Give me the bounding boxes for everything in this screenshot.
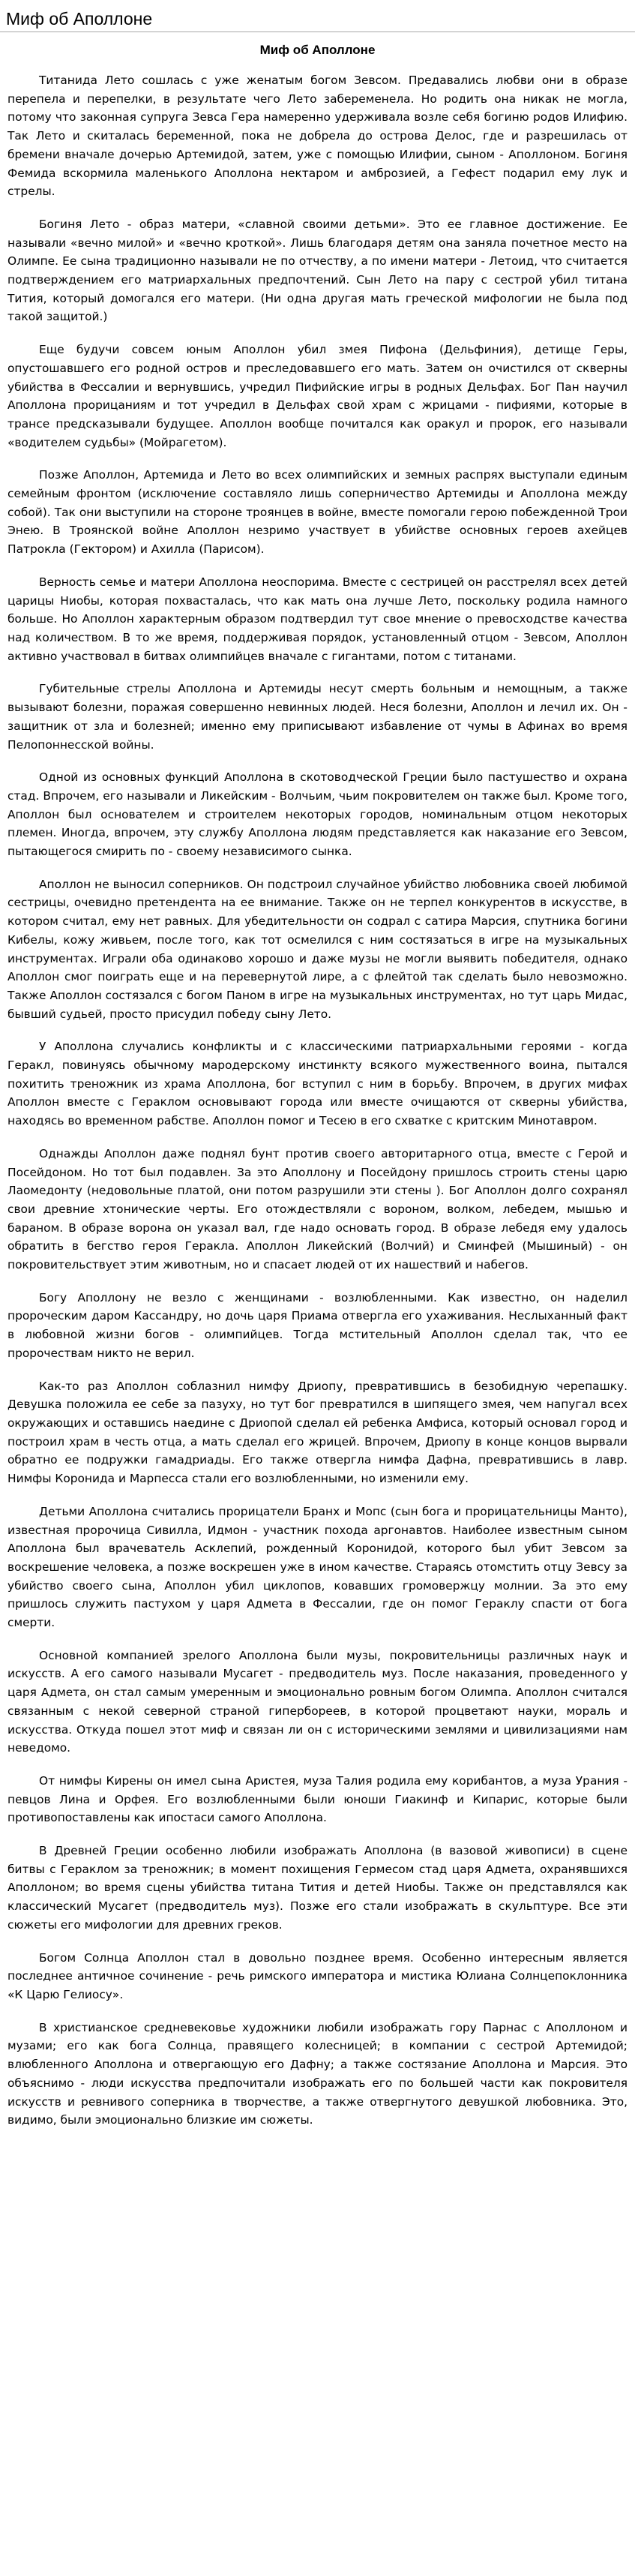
paragraph: В христианское средневековье художники любили изображать гору Парнас с Аполлоном и музами; его как бога Солнца, правящего колесницей; в компании с сестрой Артемидой; влюбленного Аполлона и отвергающую его Дафну; а также состязание Аполлона и Марсия. Это объяснимо - люди искусства предпочитали изображать его по большей части как покровителя искусств и ревнивого соперника в творчестве, а также отвергнутого девушкой любовника. Это, видимо, были эмоционально близкие им сюжеты. (7, 2020, 628, 2127)
paragraph: Еще будучи совсем юным Аполлон убил змея Пифона (Дельфиния), детище Геры, опустошавшего его родной остров и преследовавшего его мать. Затем он очистился от скверны убийства в Фессалии и вернувшись, учредил Пифийские игры в родных Дельфах. Бог Пан научил Аполлона прорицаниям и тот учредил в Дельфах свой храм с жрицами - пифиями, которые в трансе предсказывали будущее. Аполлон вообще почитался как оракул и пророк, его называли «водителем судьбы» (Мойрагетом). (7, 343, 628, 449)
article-heading: Миф об Аполлоне (259, 43, 376, 57)
paragraph: Верность семье и матери Аполлона неоспорима. Вместе с сестрицей он расстрелял всех детей царицы Ниобы, которая похвасталась, что как мать она лучше Лето, поскольку родила намного больше. Но Аполлон характерным образом подтвердил тут свое мнение о превосходстве качества над количеством. В то же время, поддерживая порядок, установленный отцом - Зевсом, Аполлон активно участвовал в битвах олимпийцев вначале с гигантами, потом с титанами. (7, 575, 628, 663)
paragraph: Титанида Лето сошлась с уже женатым богом Зевсом. Предавались любви они в образе перепела и перепелки, в результате чего Лето забеременела. Но родить она никак не могла, потому что законная супруга Зевса Гера намеренно удерживала возле себя богиню родов Илифию. Так Лето и скиталась беременной, пока не добрела до острова Делос, где и разрешилась от бремени вначале дочерью Артемидой, затем, уже с помощью Илифии, сыном - Аполлоном. Богиня Фемида вскормила маленького Аполлона нектаром и амброзией, а Гефест подарил ему лук и стрелы. (7, 74, 628, 199)
paragraph: Основной компанией зрелого Аполлона были музы, покровительницы различных наук и искусств. А его самого называли Мусагет - предводитель муз. После наказания, проведенного у царя Адмета, он стал самым умеренным и эмоционально ровным богом Олимпа. Аполлон считался связанным с некой северной страной гипербореев, в которой процветают науки, мораль и искусства. Откуда пошел этот миф и связан ли он с историческими землями и цивилизациями нам неведомо. (7, 1648, 628, 1755)
page-title: Миф об Аполлоне (0, 0, 635, 32)
paragraph: У Аполлона случались конфликты и с классическими патриархальными героями - когда Геракл, повинуясь обычному мародерскому инстинкту всякого мужественного воина, пытался похитить треножник из храма Аполлона, бог вступил с ним в борьбу. Впрочем, в других мифах Аполлон вместе с Гераклом основывают города или вместе очищаются от скверны убийства, находясь во временном рабстве. Аполлон помог и Тесею в его схватке с критским Минотавром. (7, 1040, 628, 1128)
paragraph: Аполлон не выносил соперников. Он подстроил случайное убийство любовника своей любимой сестрицы, очевидно претендента на ее внимание. Также он не терпел конкурентов в искусстве, в котором считал, ему нет равных. Для убедительности он содрал с сатира Марсия, спутника богини Кибелы, кожу живьем, после того, как тот осмелился с ним состязаться в игре на музыкальных инструментах. Играли оба одинаково хорошо и даже музы не могли выявить победителя, однако Аполлон смог поиграть еще и на перевернутой лире, а с флейтой так сделать было невозможно. Также Аполлон состязался с богом Паном в игре на музыкальных инструментах, но тут царь Мидас, бывший судьей, просто присудил победу сыну Лето. (7, 877, 628, 1021)
paragraph: Богиня Лето - образ матери, «славной своими детьми». Это ее главное достижение. Ее называли «вечно милой» и «вечно кроткой». Лишь благодаря детям она заняла почетное место на Олимпе. Ее сына традиционно называли не по отчеству, а по имени матери - Летоид, что считается подтверждением его матриархальных предпочтений. Сын Лето на пару с сестрой убил титана Тития, который домогался его матери. (Ни одна другая мать греческой мифологии не была под такой защитой.) (7, 217, 628, 324)
paragraph: Богу Аполлону не везло с женщинами - возлюбленными. Как известно, он наделил пророческим даром Кассандру, но дочь царя Приама отвергла его ухаживания. Неслыханный факт в любовной жизни богов - олимпийцев. Тогда мстительный Аполлон сделал так, что ее пророчествам никто не верил. (7, 1290, 628, 1360)
paragraph: Губительные стрелы Аполлона и Артемиды несут смерть больным и немощным, а также вызывают болезни, поражая совершенно невинных людей. Неся болезни, Аполлон и лечил их. Он - защитник от зла и болезней; именно ему приписывают избавление от чумы в Афинах во время Пелопоннесской войны. (7, 682, 628, 752)
paragraph: Как-то раз Аполлон соблазнил нимфу Дриопу, превратившись в безобидную черепашку. Девушка положила ее себе за пазуху, но тут бог превратился в шипящего змея, чем напугал всех окружающих и оставшись наедине с Дриопой сделал ей ребенка Амфиса, который основал город и построил храм в честь отца, а мать сделал его жрицей. Впрочем, Дриопу в конце концов вырвали обратно ее подружки гамадриады. Его также отвергла нимфа Дафна, превратившись в лавр. Нимфы Коронида и Марпесса стали его возлюбленными, но изменили ему. (7, 1379, 628, 1486)
paragraph: Одной из основных функций Аполлона в скотоводческой Греции было пастушество и охрана стад. Впрочем, его называли и Ликейским - Волчьим, чьим покровителем он также был. Кроме того, Аполлон был основателем и строителем некоторых городов, номинальным отцом некоторых племен. Иногда, впрочем, эту службу Аполлона людям представляется как наказание его Зевсом, пытающегося смирить по - своему независимого сынка. (7, 770, 628, 859)
paragraph: От нимфы Кирены он имел сына Аристея, муза Талия родила ему корибантов, а муза Урания - певцов Лина и Орфея. Его возлюбленными были юноши Гиакинф и Кипарис, которые были противопоставлены как ипостаси самого Аполлона. (7, 1773, 628, 1825)
article-body (0, 71, 635, 2130)
paragraph: В Древней Греции особенно любили изображать Аполлона (в вазовой живописи) в сцене битвы с Гераклом за треножник; в момент похищения Гермесом стад царя Адмета, охранявшихся Аполлоном; во время сцены убийства титана Тития и детей Ниобы. Также он представлялся как классический Мусагет (предводитель муз). Позже его стали изображать в скульптуре. Все эти сюжеты его мифологии для древних греков. (7, 1844, 628, 1932)
paragraph: Однажды Аполлон даже поднял бунт против своего авторитарного отца, вместе с Герой и Посейдоном. Но тот был подавлен. За это Аполлону и Посейдону пришлось строить стены царю Лаомедонту (недовольные платой, они потом разрушили эти стены ). Бог Аполлон долго сохранял свои древние хтонические черты. Его отождествляли с вороном, волком, лебедем, мышью и бараном. В образе ворона он указал вал, где надо основать город. В образе лебедя ему удалось обратить в бегство героя Геракла. Аполлон Ликейский (Волчий) и Сминфей (Мышиный) - он покровительствует этим животным, но и спасает людей от их нашествий и набегов. (7, 1146, 628, 1272)
paragraph: Позже Аполлон, Артемида и Лето во всех олимпийских и земных распрях выступали единым семейным фронтом (исключение составляло лишь соперничество Артемиды и Аполлона между собой). Так они выступили на стороне троянцев в войне, вместе помогали герою побежденной Трои Энею. В Троянской войне Аполлон незримо участвует в убийстве основных героев ахейцев Патрокла (Гектором) и Ахилла (Парисом). (7, 468, 628, 557)
paragraph: Детьми Аполлона считались прорицатели Бранх и Мопс (сын бога и прорицательницы Манто), известная пророчица Сивилла, Идмон - участник похода аргонавтов. Наиболее известным сыном Аполлона был врачеватель Асклепий, рожденный Коронидой, которого был убит Зевсом за воскрешение человека, а позже воскрешен уже в ином качестве. Стараясь отомстить отцу Зевсу за убийство своего сына, Аполлон убил циклопов, ковавших громовержцу молнии. За это ему пришлось служить пастухом у царя Адмета в Фессалии, где он помог Гераклу спасти от бога смерти. (7, 1504, 628, 1630)
paragraph: Богом Солнца Аполлон стал в довольно позднее время. Особенно интересным является последнее античное сочинение - речь римского императора и мистика Юлиана Солнцепоклонника «К Царю Гелиосу». (7, 1950, 628, 2001)
